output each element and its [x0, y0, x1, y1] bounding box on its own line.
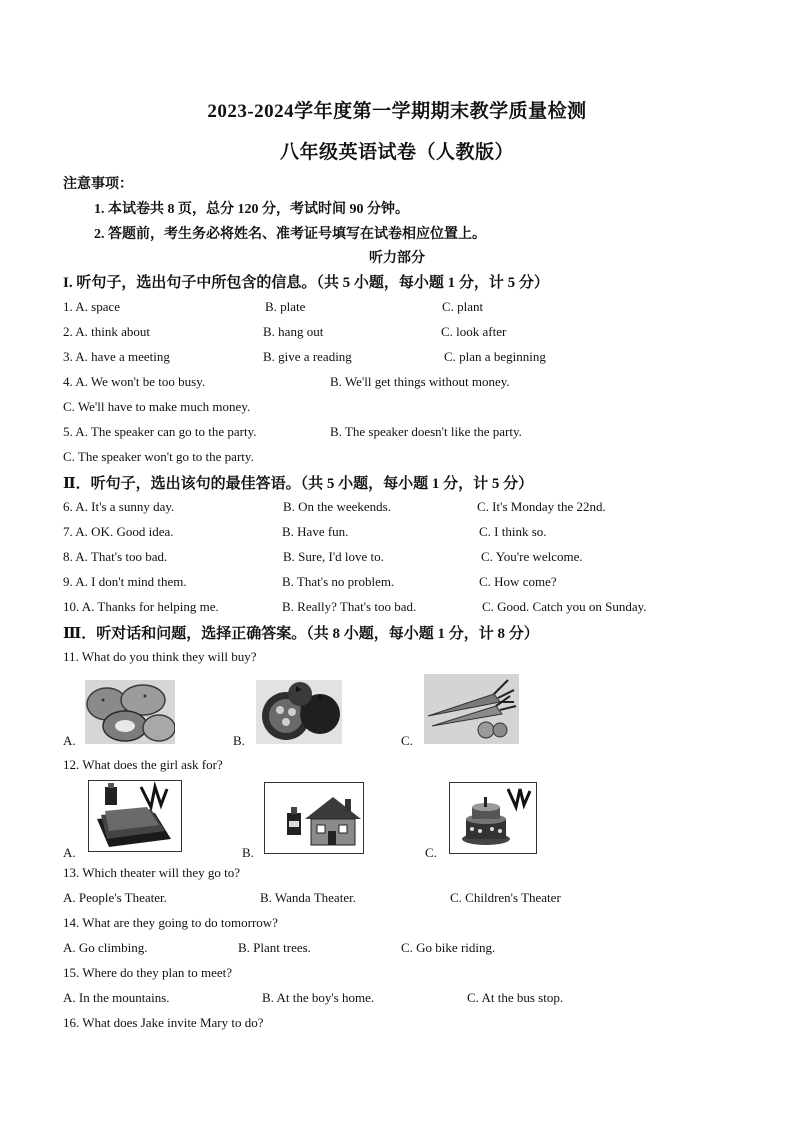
q5-option-c: C. The speaker won't go to the party. — [63, 449, 254, 464]
glue-house-picture — [264, 782, 364, 854]
q15-stem: 15. Where do they plan to meet? — [63, 965, 233, 980]
q4-option-c: C. We'll have to make much money. — [63, 399, 251, 414]
q14-option-a: A. Go climbing. — [63, 940, 148, 955]
notes-heading: 注意事项： — [63, 177, 133, 192]
q14-option-c: C. Go bike riding. — [401, 940, 496, 955]
q2-option-b: B. hang out — [263, 324, 324, 339]
q15-option-b: B. At the boy's home. — [262, 990, 375, 1005]
part-title: 听力部分 — [369, 251, 425, 266]
q13-option-a: A. People's Theater. — [63, 890, 167, 905]
q3-option-c: C. plan a beginning — [444, 349, 546, 364]
q12-stem: 12. What does the girl ask for? — [63, 757, 223, 772]
q15-option-a: A. In the mountains. — [63, 990, 170, 1005]
q5-option-a: 5. A. The speaker can go to the party. — [63, 424, 257, 439]
q16-stem: 16. What does Jake invite Mary to do? — [63, 1015, 264, 1030]
q9-option-c: C. How come? — [479, 574, 557, 589]
q3-option-a: 3. A. have a meeting — [63, 349, 170, 364]
cake-picture — [449, 782, 537, 854]
q5-option-b: B. The speaker doesn't like the party. — [330, 424, 522, 439]
q11-option-c-label: C. — [401, 733, 413, 748]
q1-option-a: 1. A. space — [63, 299, 121, 314]
potatoes-picture — [85, 680, 175, 744]
q7-option-c: C. I think so. — [479, 524, 547, 539]
q2-option-c: C. look after — [441, 324, 507, 339]
q11-option-a-label: A. — [63, 733, 76, 748]
q10-option-c: C. Good. Catch you on Sunday. — [482, 599, 647, 614]
q10-option-b: B. Really? That's too bad. — [282, 599, 417, 614]
q6-option-a: 6. A. It's a sunny day. — [63, 499, 175, 514]
q8-option-a: 8. A. That's too bad. — [63, 549, 168, 564]
section-2-heading: Ⅱ．听句子，选出该句的最佳答语。（共 5 小题，每小题 1 分，计 5 分） — [63, 476, 534, 492]
q12-option-c-label: C. — [425, 845, 437, 860]
q8-option-b: B. Sure, I'd love to. — [283, 549, 384, 564]
q11-stem: 11. What do you think they will buy? — [63, 649, 257, 664]
exam-title: 2023-2024学年度第一学期期末教学质量检测 — [207, 101, 587, 122]
q12-option-b-label: B. — [242, 845, 254, 860]
q2-option-a: 2. A. think about — [63, 324, 151, 339]
paper-glue-picture — [88, 780, 182, 852]
q15-option-c: C. At the bus stop. — [467, 990, 564, 1005]
q14-stem: 14. What are they going to do tomorrow? — [63, 915, 278, 930]
q12-option-a-label: A. — [63, 845, 76, 860]
q4-option-a: 4. A. We won't be too busy. — [63, 374, 206, 389]
q6-option-c: C. It's Monday the 22nd. — [477, 499, 606, 514]
q3-option-b: B. give a reading — [263, 349, 352, 364]
notes-item-2: 2. 答题前，考生务必将姓名、准考证号填写在试卷相应位置上。 — [94, 227, 486, 242]
q11-option-b-label: B. — [233, 733, 245, 748]
notes-item-1: 1. 本试卷共 8 页，总分 120 分，考试时间 90 分钟。 — [94, 202, 409, 217]
q13-option-c: C. Children's Theater — [450, 890, 561, 905]
q4-option-b: B. We'll get things without money. — [330, 374, 510, 389]
q14-option-b: B. Plant trees. — [238, 940, 311, 955]
q7-option-a: 7. A. OK. Good idea. — [63, 524, 174, 539]
q7-option-b: B. Have fun. — [282, 524, 349, 539]
q13-stem: 13. Which theater will they go to? — [63, 865, 241, 880]
q6-option-b: B. On the weekends. — [283, 499, 391, 514]
q8-option-c: C. You're welcome. — [481, 549, 583, 564]
tomatoes-picture — [256, 680, 342, 744]
q10-option-a: 10. A. Thanks for helping me. — [63, 599, 219, 614]
q1-option-b: B. plate — [265, 299, 306, 314]
q1-option-c: C. plant — [442, 299, 484, 314]
q9-option-a: 9. A. I don't mind them. — [63, 574, 187, 589]
q9-option-b: B. That's no problem. — [282, 574, 395, 589]
section-1-heading: I. 听句子，选出句子中所包含的信息。（共 5 小题，每小题 1 分，计 5 分） — [63, 275, 549, 291]
section-3-heading: Ⅲ．听对话和问题，选择正确答案。（共 8 小题，每小题 1 分，计 8 分） — [63, 626, 539, 642]
exam-subtitle: 八年级英语试卷（人教版） — [279, 142, 514, 163]
q13-option-b: B. Wanda Theater. — [260, 890, 356, 905]
carrots-picture — [424, 674, 519, 744]
